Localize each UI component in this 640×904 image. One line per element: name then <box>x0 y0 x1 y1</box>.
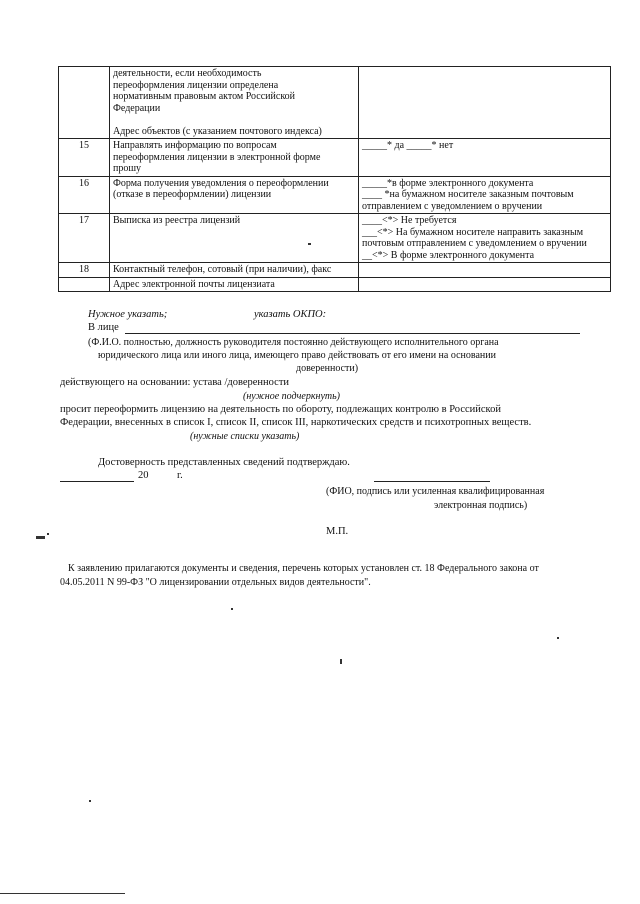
scan-speck <box>89 800 91 802</box>
label-line: прошу <box>113 163 142 174</box>
attachment-line-1: К заявлению прилагаются документы и сведения, перечень которых установлен ст. 18 Федерального закона от <box>68 563 539 574</box>
row-label <box>110 214 359 263</box>
lists-note: (нужные списки указать) <box>190 431 300 442</box>
label-line <box>113 114 355 126</box>
label-line: Выписка из реестра лицензий <box>113 215 241 226</box>
representative-line <box>125 333 580 334</box>
label-line: (отказе в переоформлении) лицензии <box>113 189 272 200</box>
application-table <box>58 66 611 292</box>
scan-speck <box>47 533 49 535</box>
row-number <box>59 67 110 139</box>
label-line: Направлять информацию по вопросам <box>113 140 277 151</box>
label-line: Адрес электронной почты лицензиата <box>113 278 275 290</box>
scan-speck <box>308 243 311 245</box>
value-option[interactable]: __<*> В форме электронного документа <box>362 249 535 261</box>
row-value[interactable] <box>359 214 611 263</box>
request-line-1: просит переоформить лицензию на деятельность по обороту, подлежащих контролю в Российской <box>60 404 501 415</box>
row-label <box>110 263 359 278</box>
bottom-edge-rule <box>0 893 125 894</box>
row-label <box>110 67 359 139</box>
table-row <box>59 277 611 292</box>
value-option[interactable]: ____ *на бумажном носителе заказным почтовым <box>362 189 574 200</box>
scan-speck <box>36 536 45 539</box>
table-row <box>59 139 611 177</box>
row-label <box>110 277 359 292</box>
scan-speck <box>340 659 342 664</box>
row-number: 18 <box>59 263 110 278</box>
table-row <box>59 214 611 263</box>
label-line: нормативным правовым актом Российской <box>113 91 296 102</box>
row-number: 15 <box>59 139 110 177</box>
in-person-label: В лице <box>88 322 119 333</box>
label-line: переоформления лицензии определена <box>113 79 279 91</box>
date-line <box>60 481 134 482</box>
value-option[interactable]: отправлением с уведомлением о вручении <box>362 200 543 212</box>
seal-place: М.П. <box>326 526 349 537</box>
row-number: 16 <box>59 176 110 214</box>
acting-basis: действующего на основании: устава /доверенности <box>60 377 290 388</box>
row-value[interactable] <box>359 263 611 278</box>
row-label <box>110 176 359 214</box>
fio-note-line-2: юридического лица или иного лица, имеющего право действовать от его имени на основании <box>98 350 496 361</box>
table-row <box>59 176 611 214</box>
confirmation-text: Достоверность представленных сведений подтверждаю. <box>98 457 350 468</box>
label-line: Адрес объектов (с указанием почтового индекса) <box>113 125 322 137</box>
row-value[interactable] <box>359 176 611 214</box>
attachment-line-2: 04.05.2011 N 99-ФЗ "О лицензировании отдельных видов деятельности". <box>60 577 371 588</box>
signature-line <box>374 481 490 482</box>
table-row <box>59 67 611 139</box>
fio-note-line-3: доверенности) <box>296 363 359 374</box>
scan-speck <box>231 608 233 610</box>
label-line: деятельности, если необходимость <box>113 68 262 79</box>
signature-note-2: электронная подпись) <box>434 500 528 511</box>
underline-note: (нужное подчеркнуть) <box>243 391 340 402</box>
table-row <box>59 263 611 278</box>
scan-speck <box>557 637 559 639</box>
signature-note-1: (ФИО, подпись или усиленная квалифицированная <box>326 486 545 497</box>
value-option[interactable]: _____* да _____* нет <box>362 140 454 151</box>
row-value[interactable] <box>359 67 611 139</box>
label-line: Форма получения уведомления о переоформлении <box>113 177 329 189</box>
required-note: Нужное указать; <box>88 309 168 320</box>
value-option[interactable]: _____*в форме электронного документа <box>362 177 534 189</box>
value-option[interactable]: ____<*> Не требуется <box>362 215 457 226</box>
fio-note-line-1: (Ф.И.О. полностью, должность руководителя постоянно действующего исполнительного органа <box>88 337 499 348</box>
label-line: переоформления лицензии в электронной форме <box>113 151 321 163</box>
row-value[interactable] <box>359 139 611 177</box>
row-number <box>59 277 110 292</box>
label-line: Контактный телефон, сотовый (при наличии), факс <box>113 264 332 275</box>
row-number: 17 <box>59 214 110 263</box>
label-line: Федерации <box>113 102 161 114</box>
row-value[interactable] <box>359 277 611 292</box>
request-line-2: Федерации, внесенных в список I, список II, список III, наркотических средств и психотропных веществ. <box>60 417 532 428</box>
year-prefix: 20 <box>138 470 149 481</box>
year-suffix: г. <box>177 470 183 481</box>
value-option[interactable]: ___<*> На бумажном носителе направить заказным <box>362 226 584 238</box>
row-label <box>110 139 359 177</box>
value-option[interactable]: почтовым отправлением с уведомлением о вручении <box>362 238 587 249</box>
okpo-note: указать ОКПО: <box>254 309 327 320</box>
